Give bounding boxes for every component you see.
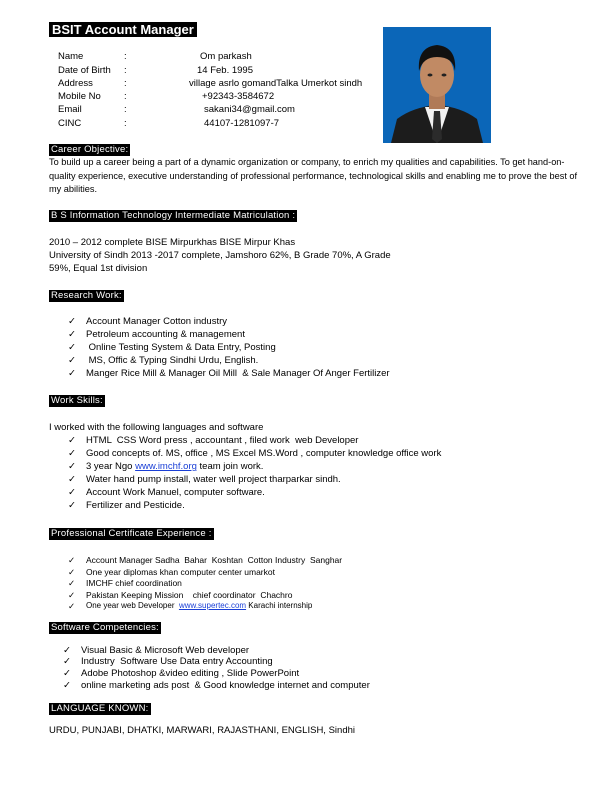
list-item: MS, Offic & Typing Sindhi Urdu, English. — [86, 355, 259, 366]
check-icon: ✓ — [68, 355, 76, 366]
check-icon: ✓ — [68, 435, 76, 446]
list-item: Adobe Photoshop &video editing , Slide PowerPoint — [81, 668, 300, 679]
email-value: sakani34@gmail.com — [204, 104, 295, 115]
list-item: IMCHF chief coordination — [86, 578, 182, 588]
list-item: Water hand pump install, water well project tharparkar sindh. — [86, 474, 341, 485]
address-label: Address — [58, 78, 93, 89]
list-item — [86, 461, 263, 473]
dev-text: One year web Developer — [86, 601, 179, 610]
education-heading: B S Information Technology Intermediate Matriculation : — [51, 210, 296, 221]
check-icon: ✓ — [68, 342, 76, 353]
career-heading: Career Objective: — [51, 144, 129, 155]
list-item: Industry Software Use Data entry Accounting — [81, 656, 273, 667]
check-icon: ✓ — [68, 474, 76, 485]
list-item: Fertilizer and Pesticide. — [86, 500, 185, 511]
research-heading: Research Work: — [51, 290, 122, 301]
name-value: Om parkash — [200, 51, 252, 62]
list-item: One year diplomas khan computer center umarkot — [86, 567, 275, 577]
work-heading: Work Skills: — [51, 395, 103, 406]
list-item: Online Testing System & Data Entry, Posting — [86, 342, 276, 353]
dev-link[interactable]: www.supertec.com — [178, 601, 247, 610]
list-item: online marketing ads post & Good knowledge internet and computer — [81, 680, 370, 691]
colon: : — [124, 91, 127, 102]
check-icon: ✓ — [68, 555, 76, 565]
ngo-text: team join work. — [196, 461, 264, 472]
colon: : — [124, 118, 127, 129]
address-value: village asrlo gomandTalka Umerkot sindh — [189, 78, 363, 89]
list-item: Visual Basic & Microsoft Web developer — [81, 645, 250, 656]
education-line: 59%, Equal 1st division — [49, 263, 148, 274]
list-item: Petroleum accounting & management — [86, 329, 245, 340]
mobile-value: +92343-3584672 — [202, 91, 275, 102]
list-item — [86, 600, 312, 612]
colon: : — [124, 65, 127, 76]
ngo-text: 3 year Ngo — [86, 461, 136, 472]
check-icon: ✓ — [63, 645, 71, 656]
check-icon: ✓ — [68, 590, 76, 600]
check-icon: ✓ — [68, 487, 76, 498]
check-icon: ✓ — [63, 680, 71, 691]
cinc-label: CINC — [58, 118, 82, 129]
education-line: 2010 – 2012 complete BISE Mirpurkhas BISE Mirpur Khas — [49, 237, 296, 248]
check-icon: ✓ — [68, 368, 76, 379]
dob-label: Date of Birth — [58, 65, 111, 76]
dev-text: Karachi internship — [246, 601, 313, 610]
check-icon: ✓ — [68, 567, 76, 577]
education-line: University of Sindh 2013 -2017 complete, Jamshoro 62%, B Grade 70%, A Grade — [49, 250, 391, 261]
check-icon: ✓ — [68, 601, 76, 611]
resume-title: BSIT Account Manager — [49, 22, 197, 37]
ngo-link[interactable]: www.imchf.org — [135, 461, 197, 472]
check-icon: ✓ — [68, 578, 76, 588]
certificate-heading: Professional Certificate Experience : — [51, 528, 212, 539]
list-item: Good concepts of. MS, office , MS Excel MS.Word , computer knowledge office work — [86, 448, 442, 459]
check-icon: ✓ — [68, 461, 76, 472]
list-item: Manger Rice Mill & Manager Oil Mill & Sale Manager Of Anger Fertilizer — [86, 368, 390, 379]
check-icon: ✓ — [68, 316, 76, 327]
check-icon: ✓ — [68, 329, 76, 340]
check-icon: ✓ — [68, 500, 76, 511]
language-heading: LANGUAGE KNOWN: — [51, 703, 149, 714]
software-heading: Software Competencies: — [51, 622, 159, 633]
list-item: Account Work Manuel, computer software. — [86, 487, 265, 498]
profile-photo — [383, 27, 491, 143]
name-label: Name — [58, 51, 84, 62]
list-item: Pakistan Keeping Mission chief coordinator Chachro — [86, 590, 293, 600]
colon: : — [124, 104, 127, 115]
work-intro: I worked with the following languages and software — [49, 422, 264, 433]
colon: : — [124, 51, 127, 62]
list-item: HTML CSS Word press , accountant , filed work web Developer — [86, 435, 359, 446]
dob-value: 14 Feb. 1995 — [197, 65, 253, 76]
language-text: URDU, PUNJABI, DHATKI, MARWARI, RAJASTHANI, ENGLISH, Sindhi — [49, 725, 355, 736]
colon: : — [124, 78, 127, 89]
mobile-label: Mobile No — [58, 91, 101, 102]
email-label: Email — [58, 104, 82, 115]
check-icon: ✓ — [63, 668, 71, 679]
check-icon: ✓ — [63, 656, 71, 667]
list-item: Account Manager Sadha Bahar Koshtan Cotton Industry Sanghar — [86, 555, 343, 565]
list-item: Account Manager Cotton industry — [86, 316, 227, 327]
career-text: To build up a career being a part of a dynamic organization or company, to enrich my qualities and capabilities. To get hand-on-quality experience, executive understanding of professional performance, technological skills and enabling me to prove the best of my abilities. — [49, 157, 578, 194]
cinc-value: 44107-1281097-7 — [204, 118, 280, 129]
check-icon: ✓ — [68, 448, 76, 459]
